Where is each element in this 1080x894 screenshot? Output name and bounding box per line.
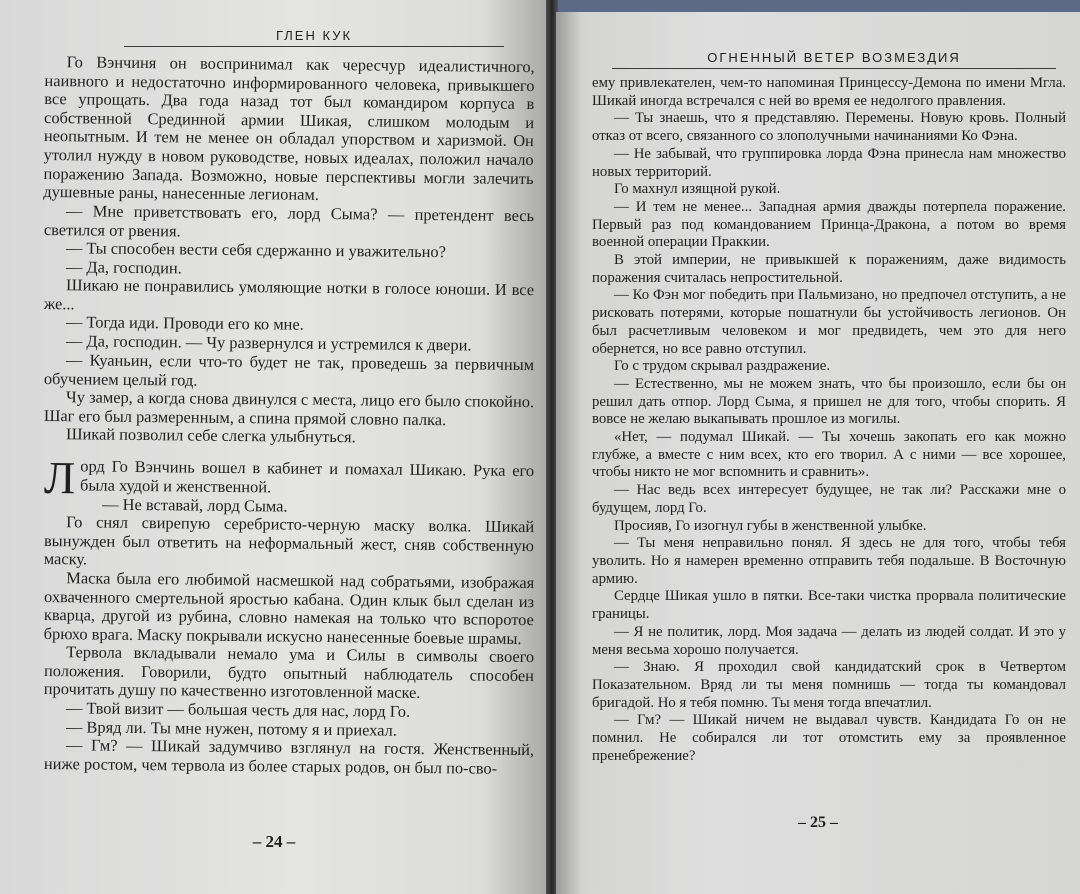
drop-cap: Л xyxy=(43,452,76,504)
paragraph: — Мне приветствовать его, лорд Сыма? — претендент весь светился от рвения. xyxy=(43,200,535,240)
paragraph: — Не вставай, лорд Сыма. xyxy=(102,494,288,516)
section-opening-paragraph xyxy=(43,452,535,504)
paragraph: Чу замер, а когда снова двинулся с места, лицо его было спокойно. Шаг его был размеренным, а спина прямой словно палка. xyxy=(43,386,535,429)
paragraph: — Я не политик, лорд. Моя задача — делать из людей солдат. И это у меня весьма хорошо получается. xyxy=(592,623,1066,658)
paragraph: — Твой визит — большая честь для нас, лорд Го. xyxy=(65,698,411,722)
paragraph: — Вряд ли. Ты мне нужен, потому я и приехал. xyxy=(65,717,397,740)
paragraph: Сердце Шикая ушло в пятки. Все-таки чистка прорвала политические границы. xyxy=(592,588,1066,623)
paragraph: — Гм? — Шикай ничем не выдавал чувств. Кандидата Го он не помнил. Не собирался ли тот отомстить ему за проявленное пренебрежение? xyxy=(592,712,1066,764)
paragraph: — Гм? — Шикай задумчиво взглянул на гостя. Женственный, ниже ростом, чем тервола из более старых родов, он был по-сво- xyxy=(43,735,535,778)
paragraph: В этой империи, не привыкшей к поражениям, даже видимость поражения считалась непростительной. xyxy=(592,252,1066,286)
paragraph: — Не забывай, что группировка лорда Фэна принесла нам множество новых территорий. xyxy=(592,145,1066,180)
paragraph: — Знаю. Я проходил свой кандидатский срок в Четвертом Показательном. Вряд ли ты меня помнишь — тогда ты командовал бригадой. Но я тебя помню. Ты меня тогда впечатлил. xyxy=(592,659,1066,711)
left-page-text xyxy=(43,52,535,778)
paragraph: — Куаньин, если что-то будет не так, проведешь за первичным обучением целый год. xyxy=(43,349,535,389)
paragraph: Го с трудом скрывал раздражение. xyxy=(614,358,831,375)
paragraph-text: орд Го Вэнчинь вошел в кабинет и помахал Шикаю. Рука его была худой и женственной. xyxy=(80,456,535,497)
paragraph: — Да, господин. — Чу развернулся и устремился к двери. xyxy=(65,331,472,355)
paragraph: Просияв, Го изогнул губы в женственной улыбке. xyxy=(614,517,927,534)
right-page xyxy=(556,12,1080,894)
paragraph: Маска была его любимой насмешкой над собратьями, изображая охваченного смертельной яростью кабана. Один клык был сделан из кварца, другой из рубина, словно намекая на только что вспоротое брюхо врага. Маску покрывали искусно нанесенные боевые шрамы. xyxy=(43,568,535,648)
right-running-head: ОГНЕННЫЙ ВЕТЕР ВОЗМЕЗДИЯ xyxy=(612,50,1056,69)
paragraph: — Тогда иди. Проводи его ко мне. xyxy=(65,312,304,335)
paragraph: ему привлекателен, чем-то напоминая Принцессу-Демона по имени Мгла. Шикай иногда встречался с ней во время ее недолгого правления. xyxy=(592,75,1066,109)
paragraph: — И тем не менее... Западная армия дважды потерпела поражение. Первый раз под командованием Принца-Дракона, а потом во время военной операции Праккии. xyxy=(592,198,1066,251)
paragraph: — Нас ведь всех интересует будущее, не так ли? Расскажи мне о будущем, лорд Го. xyxy=(592,482,1066,516)
paragraph: — Ты знаешь, что я представляю. Перемены. Новую кровь. Полный отказ от всего, связанного со злополучными начинаниями Ко Фэна. xyxy=(592,110,1066,145)
right-page-text xyxy=(592,75,1066,765)
left-running-head: ГЛЕН КУК xyxy=(124,28,504,47)
paragraph: Тервола вкладывали немало ума и Силы в символы своего положения. Говорили, будто опытный наблюдатель способен прочитать душу по качественно изготовленной маске. xyxy=(43,642,535,703)
paragraph: — Естественно, мы не можем знать, что бы произошло, если бы он решил дать отпор. Лорд Сыма, я пришел не для того, чтобы спорить. Я вовсе не желаю выкапывать прошлое из могилы. xyxy=(592,375,1066,428)
paragraph: Го снял свирепую серебристо-черную маску волка. Шикай вынужден был ответить на неформальный жест, сняв собственную маску. xyxy=(43,512,535,569)
paragraph: Шикай позволил себе слегка улыбнуться. xyxy=(65,424,356,447)
paragraph: — Ко Фэн мог победить при Пальмизано, но предпочел отступить, а не рисковать потерями, которые пошатнули бы устойчивость легионов. Он был расчетливым человеком и мог предвидеть, чем это для него обернется, но все равно отступил. xyxy=(592,287,1066,357)
paragraph: — Ты меня неправильно понял. Я здесь не для того, чтобы тебя уволить. Но я намерен временно отправить тебя подальше. В Восточную армию. xyxy=(592,535,1066,587)
right-page-number: – 25 – xyxy=(798,814,838,831)
paragraph: «Нет, — подумал Шикай. — Ты хочешь закопать его как можно глубже, а вместе с ним всех, кто его творил. А с ними — все хорошее, чтобы никто не мог вспомнить и сравнить». xyxy=(592,429,1066,481)
paragraph: Го Вэнчиня он воспринимал как чересчур идеалистичного, наивного и недостаточно информированного человека, привыкшего все упрощать. Два года назад тот был командиром корпуса в собственной Срединной армии Шикая, слишком молодым и неопытным. И тем не менее он обладал упорством и харизмой. Он утолил нужду в новом руководстве, новых идеалах, положил начало поражению Запада. Возможно, новые перспективы могли залечить душевные раны, нанесенные легионам. xyxy=(43,52,535,205)
left-page-number: – 24 – xyxy=(252,832,296,851)
paragraph: Шикаю не понравились умоляющие нотки в голосе юноши. И все же... xyxy=(43,275,535,314)
paragraph: Го махнул изящной рукой. xyxy=(614,181,781,198)
paragraph: — Да, господин. xyxy=(65,256,182,277)
paragraph: — Ты способен вести себя сдержанно и уважительно? xyxy=(65,238,447,262)
